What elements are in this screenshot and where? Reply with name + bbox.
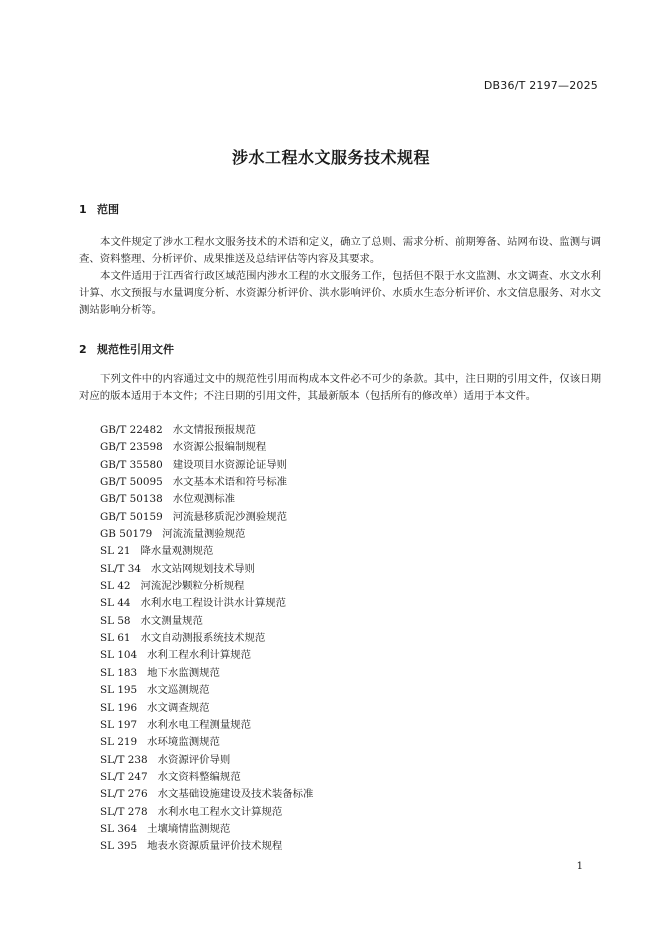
- reference-item: [100, 665, 313, 682]
- reference-item: [100, 752, 313, 769]
- reference-item: [100, 474, 313, 491]
- reference-item: [100, 821, 313, 838]
- section-1-number: 1: [79, 203, 87, 216]
- reference-item: [100, 734, 313, 751]
- reference-item: [100, 717, 313, 734]
- reference-code: SL/T 278: [100, 805, 148, 818]
- reference-code: SL/T 34: [100, 562, 141, 575]
- section-2-number: 2: [79, 343, 87, 356]
- reference-item: [100, 561, 313, 578]
- reference-item: [100, 838, 313, 855]
- section-1-title: 范围: [97, 203, 119, 216]
- reference-item: [100, 457, 313, 474]
- reference-name: 水文基本术语和符号标准: [172, 476, 288, 489]
- reference-code: SL 42: [100, 580, 131, 593]
- reference-code: SL 61: [100, 632, 131, 645]
- reference-name: 土壤墒情监测规范: [147, 822, 231, 835]
- reference-code: SL/T 238: [100, 753, 148, 766]
- reference-code: SL 364: [100, 822, 138, 835]
- reference-item: [100, 578, 313, 595]
- reference-item: [100, 786, 313, 803]
- reference-item: [100, 769, 313, 786]
- reference-item: [100, 491, 313, 508]
- reference-code: SL 58: [100, 614, 131, 627]
- reference-code: SL 21: [100, 545, 131, 558]
- reference-code: SL 196: [100, 701, 138, 714]
- reference-name: 河流泥沙颗粒分析规程: [140, 580, 245, 593]
- reference-name: 地表水资源质量评价技术规程: [147, 840, 283, 853]
- reference-item: [100, 647, 313, 664]
- section-2-intro: 下列文件中的内容通过文中的规范性引用而构成本文件必不可少的条款。其中，注日期的引用文件，仅该日期对应的版本适用于本文件；不注日期的引用文件，其最新版本（包括所有的修改单）适用于本文件。: [79, 373, 601, 402]
- section-1-heading: [79, 201, 119, 217]
- reference-code: GB/T 50138: [100, 493, 163, 506]
- reference-code: SL 197: [100, 718, 138, 731]
- reference-name: 降水量观测规范: [140, 545, 214, 558]
- reference-name: 水资源评价导则: [157, 753, 231, 766]
- reference-name: 水利水电工程测量规范: [147, 718, 252, 731]
- reference-name: 水文站网规划技术导则: [150, 562, 255, 575]
- reference-name: 水文测量规范: [140, 614, 203, 627]
- reference-code: SL 183: [100, 666, 138, 679]
- reference-item: [100, 526, 313, 543]
- reference-code: GB/T 50159: [100, 510, 163, 523]
- reference-name: 水环境监测规范: [147, 736, 220, 749]
- reference-name: 水文调查规范: [147, 701, 210, 714]
- reference-item: [100, 595, 313, 612]
- reference-code: SL 104: [100, 649, 138, 662]
- reference-name: 水文情报预报规范: [172, 424, 256, 436]
- reference-item: [100, 804, 313, 821]
- reference-name: 水资源公报编制规程: [172, 441, 267, 454]
- reference-code: GB 50179: [100, 528, 153, 541]
- reference-item: [100, 509, 313, 526]
- reference-code: GB/T 23598: [100, 441, 163, 454]
- reference-name: 水位观测标准: [172, 493, 236, 506]
- reference-list: [100, 422, 313, 856]
- reference-item: [100, 422, 313, 439]
- page-number: 1: [576, 861, 583, 872]
- reference-name: 水文自动测报系统技术规范: [140, 632, 266, 645]
- standard-code: DB36/T 2197—2025: [483, 79, 598, 92]
- reference-name: 建设项目水资源论证导则: [172, 458, 288, 471]
- reference-name: 水文资料整编规范: [157, 770, 241, 783]
- reference-name: 地下水监测规范: [147, 666, 220, 679]
- section-1-paragraph-1: 本文件规定了涉水工程水文服务技术的术语和定义，确立了总则、需求分析、前期筹备、站网布设、监测与调查、资料整理、分析评价、成果推送及总结评估等内容及其要求。: [79, 236, 601, 265]
- document-title: 涉水工程水文服务技术规程: [231, 148, 430, 167]
- reference-name: 河流悬移质泥沙测验规范: [172, 510, 288, 523]
- reference-code: SL 44: [100, 597, 131, 610]
- reference-item: [100, 700, 313, 717]
- reference-name: 水利水电工程水文计算规范: [157, 805, 283, 818]
- reference-code: GB/T 22482: [100, 424, 163, 436]
- reference-name: 水文巡测规范: [147, 684, 210, 697]
- reference-code: SL 195: [100, 684, 138, 697]
- reference-name: 水利工程水利计算规范: [147, 649, 252, 662]
- reference-code: SL/T 276: [100, 788, 148, 801]
- section-2-title: 规范性引用文件: [97, 343, 174, 356]
- reference-item: [100, 439, 313, 456]
- reference-name: 水文基础设施建设及技术装备标准: [157, 788, 314, 801]
- reference-code: GB/T 35580: [100, 458, 163, 471]
- reference-item: [100, 543, 313, 560]
- reference-code: GB/T 50095: [100, 476, 163, 489]
- section-1-paragraph-2: 本文件适用于江西省行政区域范围内涉水工程的水文服务工作，包括但不限于水文监测、水文调查、水文水利计算、水文预报与水量调度分析、水资源分析评价、洪水影响评价、水质水生态分析评价、水文信息服务、对水文测站影响分析等。: [79, 270, 601, 316]
- reference-item: [100, 613, 313, 630]
- reference-name: 水利水电工程设计洪水计算规范: [140, 597, 287, 610]
- reference-code: SL/T 247: [100, 770, 148, 783]
- section-2-heading: [79, 341, 174, 357]
- reference-name: 河流流量测验规范: [162, 528, 246, 541]
- reference-code: SL 219: [100, 736, 138, 749]
- reference-code: SL 395: [100, 840, 138, 853]
- reference-item: [100, 630, 313, 647]
- reference-item: [100, 682, 313, 699]
